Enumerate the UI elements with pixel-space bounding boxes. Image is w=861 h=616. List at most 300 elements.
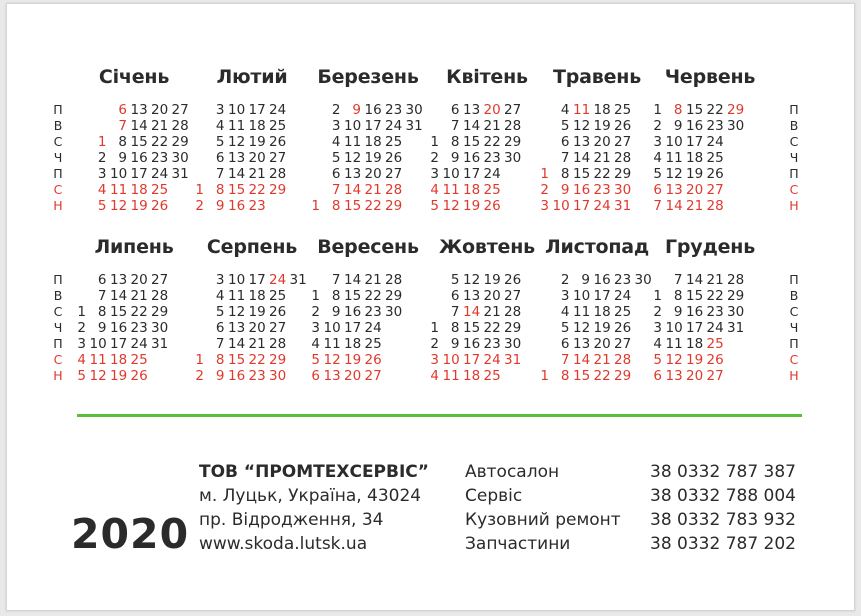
weekday-label: П	[53, 166, 63, 181]
day-cell: 23	[483, 336, 501, 352]
day-cell: 7	[560, 352, 570, 368]
month-name: Березень	[317, 66, 419, 88]
day-cell: 23	[706, 304, 724, 320]
day-cell: 21	[593, 352, 611, 368]
day-cell: 3	[331, 118, 341, 134]
day-cell: 13	[665, 368, 683, 384]
day-cell: 22	[706, 102, 724, 118]
day-cell: 14	[130, 118, 148, 134]
day-cell: 16	[573, 182, 591, 198]
day-cell: 7	[560, 150, 570, 166]
day-cell: 3	[560, 288, 570, 304]
day-cell: 29	[504, 134, 522, 150]
contact-phones	[650, 460, 796, 556]
day-cell: 2	[653, 304, 662, 320]
day-cell: 9	[450, 150, 460, 166]
day-cell: 16	[130, 150, 148, 166]
month-block	[187, 66, 317, 214]
day-cell: 8	[560, 368, 570, 384]
day-cell: 18	[110, 352, 128, 368]
day-cell: 20	[686, 182, 704, 198]
day-cell: 25	[269, 118, 287, 134]
day-cell: 26	[151, 198, 169, 214]
day-cell: 20	[364, 166, 382, 182]
day-cell: 25	[706, 336, 724, 352]
day-cell: 1	[540, 368, 549, 384]
day-cell: 30	[614, 182, 632, 198]
day-cell: 17	[593, 288, 611, 304]
month-name: Травень	[552, 66, 642, 88]
day-cell: 27	[364, 368, 382, 384]
day-cell: 20	[248, 320, 266, 336]
day-cell: 13	[228, 150, 246, 166]
day-cell: 22	[483, 320, 501, 336]
day-cell: 22	[151, 134, 169, 150]
day-cell: 28	[504, 118, 522, 134]
day-cell: 18	[364, 134, 382, 150]
day-cell: 25	[706, 150, 724, 166]
day-cell: 23	[593, 182, 611, 198]
day-cell: 16	[593, 272, 611, 288]
weekday-label: В	[53, 118, 63, 133]
day-cell: 13	[665, 182, 683, 198]
day-cell: 22	[364, 198, 382, 214]
day-cell: 18	[248, 288, 266, 304]
day-cell: 11	[665, 150, 683, 166]
day-cell: 17	[686, 134, 704, 150]
day-cell: 22	[593, 166, 611, 182]
day-cell: 20	[593, 336, 611, 352]
day-cell: 17	[463, 352, 481, 368]
day-cell: 21	[130, 288, 148, 304]
day-cell: 25	[614, 102, 632, 118]
day-cell: 5	[215, 134, 225, 150]
day-cell: 11	[228, 288, 246, 304]
day-cell: 15	[463, 134, 481, 150]
day-cell: 9	[450, 336, 460, 352]
weekday-label: В	[789, 288, 799, 303]
day-cell: 31	[151, 336, 169, 352]
day-cell: 9	[215, 368, 225, 384]
day-cell: 24	[269, 102, 287, 118]
day-cell: 26	[130, 368, 148, 384]
day-cell: 31	[727, 320, 745, 336]
weekday-label: С	[789, 134, 799, 149]
month-name: Червень	[664, 66, 756, 88]
day-cell: 15	[686, 102, 704, 118]
day-cell: 16	[228, 368, 246, 384]
day-cell: 28	[614, 150, 632, 166]
day-cell: 4	[560, 102, 570, 118]
day-cell: 4	[215, 118, 225, 134]
weekday-label: Н	[53, 368, 63, 383]
day-cell: 15	[686, 288, 704, 304]
day-cell: 27	[504, 102, 522, 118]
day-cell: 4	[653, 336, 662, 352]
day-cell: 7	[215, 336, 225, 352]
day-cell: 10	[344, 118, 362, 134]
day-cell: 19	[110, 368, 128, 384]
day-cell: 28	[385, 272, 403, 288]
day-cell: 30	[504, 150, 522, 166]
day-cell: 2	[97, 150, 107, 166]
day-cell: 23	[364, 304, 382, 320]
day-cell: 13	[130, 102, 148, 118]
day-cell: 2	[430, 150, 439, 166]
month-block	[69, 236, 199, 384]
day-cell: 17	[686, 320, 704, 336]
day-cell: 15	[110, 304, 128, 320]
day-cell: 3	[215, 102, 225, 118]
company-block	[199, 460, 429, 556]
day-cell: 1	[311, 198, 320, 214]
day-cell: 21	[248, 336, 266, 352]
day-cell: 19	[483, 272, 501, 288]
weekday-label: П	[53, 336, 63, 351]
day-cell: 19	[248, 134, 266, 150]
day-cell: 8	[215, 182, 225, 198]
day-cell: 5	[215, 304, 225, 320]
day-cell: 19	[463, 198, 481, 214]
day-cell: 6	[450, 288, 460, 304]
day-cell: 24	[269, 272, 287, 288]
day-cell: 27	[269, 150, 287, 166]
day-cell: 29	[385, 288, 403, 304]
day-cell: 14	[228, 336, 246, 352]
weekday-label: Н	[789, 368, 799, 383]
day-cell: 23	[483, 150, 501, 166]
day-cell: 8	[331, 288, 341, 304]
day-cell: 25	[614, 304, 632, 320]
day-cell: 10	[573, 288, 591, 304]
day-cell: 2	[331, 102, 341, 118]
weekday-label: Н	[789, 198, 799, 213]
day-cell: 21	[151, 118, 169, 134]
day-cell: 25	[130, 352, 148, 368]
day-cell: 6	[97, 272, 107, 288]
day-cell: 7	[118, 118, 127, 134]
weekday-label: С	[789, 304, 799, 319]
day-cell: 3	[430, 166, 439, 182]
day-cell: 10	[110, 166, 128, 182]
day-cell: 10	[228, 102, 246, 118]
day-cell: 10	[228, 272, 246, 288]
day-cell: 11	[110, 182, 128, 198]
day-cell: 9	[97, 320, 107, 336]
day-cell: 15	[573, 368, 591, 384]
day-cell: 13	[573, 134, 591, 150]
day-cell: 11	[89, 352, 107, 368]
day-cell: 23	[130, 320, 148, 336]
day-cell: 2	[560, 272, 570, 288]
day-cell: 26	[364, 352, 382, 368]
day-cell: 29	[727, 288, 745, 304]
day-cell: 16	[344, 304, 362, 320]
month-block	[69, 66, 199, 214]
day-cell: 2	[195, 198, 204, 214]
day-cell: 13	[463, 288, 481, 304]
month-name: Квітень	[446, 66, 528, 88]
day-cell: 6	[560, 336, 570, 352]
company-website[interactable]: www.skoda.lutsk.ua	[199, 534, 368, 554]
day-cell: 18	[130, 182, 148, 198]
day-cell: 24	[364, 320, 382, 336]
day-cell: 5	[311, 352, 320, 368]
day-cell: 15	[344, 198, 362, 214]
day-cell: 20	[483, 102, 501, 118]
contact-label-parts: Запчастини	[465, 534, 571, 554]
day-cell: 26	[614, 118, 632, 134]
day-cell: 13	[110, 272, 128, 288]
day-cell: 28	[171, 118, 189, 134]
phone-body-repair[interactable]: 38 0332 783 932	[650, 510, 797, 530]
phone-salon[interactable]: 38 0332 787 387	[650, 462, 797, 482]
day-cell: 16	[686, 304, 704, 320]
day-cell: 21	[686, 198, 704, 214]
day-cell: 5	[97, 198, 107, 214]
month-name: Жовтень	[439, 236, 535, 258]
day-cell: 11	[323, 336, 341, 352]
day-cell: 28	[614, 352, 632, 368]
day-cell: 29	[504, 320, 522, 336]
day-cell: 11	[344, 134, 362, 150]
day-cell: 14	[344, 272, 362, 288]
day-cell: 20	[248, 150, 266, 166]
day-cell: 14	[344, 182, 362, 198]
day-cell: 6	[450, 102, 460, 118]
day-cell: 21	[706, 272, 724, 288]
day-cell: 18	[463, 368, 481, 384]
day-cell: 14	[573, 150, 591, 166]
weekday-label: П	[53, 272, 63, 287]
day-cell: 26	[614, 320, 632, 336]
day-cell: 30	[269, 368, 287, 384]
day-cell: 14	[573, 352, 591, 368]
day-cell: 27	[504, 288, 522, 304]
day-cell: 17	[344, 320, 362, 336]
day-cell: 10	[665, 134, 683, 150]
day-cell: 6	[331, 166, 341, 182]
month-name: Вересень	[317, 236, 419, 258]
day-cell: 28	[727, 272, 745, 288]
day-cell: 8	[450, 320, 460, 336]
contact-labels	[465, 460, 621, 556]
phone-parts[interactable]: 38 0332 787 202	[650, 534, 797, 554]
day-cell: 27	[614, 336, 632, 352]
day-cell: 30	[727, 304, 745, 320]
day-cell: 7	[331, 182, 341, 198]
day-cell: 31	[171, 166, 189, 182]
day-cell: 30	[171, 150, 189, 166]
day-cell: 3	[653, 134, 662, 150]
day-cell: 8	[673, 102, 683, 118]
day-cell: 29	[614, 368, 632, 384]
day-cell: 5	[653, 352, 662, 368]
day-cell: 5	[653, 166, 662, 182]
day-cell: 15	[463, 320, 481, 336]
day-cell: 3	[97, 166, 107, 182]
day-cell: 8	[97, 304, 107, 320]
day-cell: 1	[653, 102, 662, 118]
day-cell: 1	[540, 166, 549, 182]
day-cell: 17	[364, 118, 382, 134]
day-cell: 14	[686, 272, 704, 288]
day-cell: 28	[269, 166, 287, 182]
weekday-label: В	[789, 118, 799, 133]
day-cell: 22	[364, 288, 382, 304]
day-cell: 24	[706, 320, 724, 336]
day-cell: 24	[151, 166, 169, 182]
day-cell: 8	[331, 198, 341, 214]
phone-service[interactable]: 38 0332 788 004	[650, 486, 797, 506]
day-cell: 7	[331, 272, 341, 288]
day-cell: 19	[248, 304, 266, 320]
day-cell: 8	[673, 288, 683, 304]
day-cell: 2	[77, 320, 86, 336]
month-name: Січень	[98, 66, 170, 88]
day-cell: 25	[483, 368, 501, 384]
day-cell: 26	[269, 304, 287, 320]
day-cell: 14	[110, 288, 128, 304]
day-cell: 4	[430, 368, 439, 384]
day-cell: 23	[385, 102, 403, 118]
day-cell: 15	[228, 352, 246, 368]
day-cell: 2	[653, 118, 662, 134]
day-cell: 23	[248, 368, 266, 384]
day-cell: 10	[323, 320, 341, 336]
day-cell: 13	[344, 166, 362, 182]
day-cell: 14	[228, 166, 246, 182]
day-cell: 11	[442, 368, 460, 384]
day-cell: 10	[552, 198, 570, 214]
day-cell: 22	[706, 288, 724, 304]
day-cell: 22	[130, 304, 148, 320]
day-cell: 21	[593, 150, 611, 166]
day-cell: 19	[344, 352, 362, 368]
day-cell: 18	[463, 182, 481, 198]
day-cell: 4	[430, 182, 439, 198]
day-cell: 16	[463, 336, 481, 352]
weekday-label: С	[53, 182, 63, 197]
month-name: Лютий	[216, 66, 288, 88]
day-cell: 24	[593, 198, 611, 214]
day-cell: 19	[593, 320, 611, 336]
day-cell: 12	[573, 118, 591, 134]
contact-label-body-repair: Кузовний ремонт	[465, 510, 621, 530]
company-address-street: пр. Відродження, 34	[199, 510, 384, 530]
day-cell: 18	[593, 102, 611, 118]
weekday-label: Н	[53, 198, 63, 213]
weekday-label: С	[53, 304, 63, 319]
weekday-label: П	[789, 336, 799, 351]
contact-label-service: Сервіс	[465, 486, 523, 506]
day-cell: 16	[228, 198, 246, 214]
day-cell: 21	[483, 118, 501, 134]
day-cell: 1	[77, 304, 86, 320]
day-cell: 6	[560, 134, 570, 150]
day-cell: 26	[706, 352, 724, 368]
weekday-label: Ч	[789, 150, 799, 165]
day-cell: 5	[450, 272, 460, 288]
day-cell: 12	[665, 166, 683, 182]
day-cell: 24	[614, 288, 632, 304]
day-cell: 9	[673, 304, 683, 320]
weekday-label: П	[789, 102, 799, 117]
day-cell: 27	[269, 320, 287, 336]
day-cell: 20	[151, 102, 169, 118]
day-cell: 24	[483, 352, 501, 368]
day-cell: 10	[442, 166, 460, 182]
day-cell: 5	[430, 198, 439, 214]
day-cell: 19	[593, 118, 611, 134]
day-cell: 12	[323, 352, 341, 368]
day-cell: 17	[248, 272, 266, 288]
day-cell: 9	[331, 304, 341, 320]
company-name: ТОВ “ПРОМТЕХСЕРВІС”	[199, 462, 429, 482]
weekday-label: П	[789, 166, 799, 181]
day-cell: 27	[151, 272, 169, 288]
month-block	[532, 236, 662, 384]
day-cell: 2	[311, 304, 320, 320]
day-cell: 9	[118, 150, 127, 166]
day-cell: 7	[450, 118, 460, 134]
day-cell: 4	[331, 134, 341, 150]
day-cell: 6	[653, 368, 662, 384]
day-cell: 20	[593, 134, 611, 150]
day-cell: 30	[405, 102, 423, 118]
day-cell: 12	[442, 198, 460, 214]
day-cell: 13	[228, 320, 246, 336]
day-cell: 2	[195, 368, 204, 384]
day-cell: 23	[614, 272, 632, 288]
weekday-label: С	[789, 352, 799, 367]
contact-label-salon: Автосалон	[465, 462, 560, 482]
day-cell: 27	[706, 182, 724, 198]
day-cell: 19	[686, 166, 704, 182]
day-cell: 4	[215, 288, 225, 304]
day-cell: 7	[653, 198, 662, 214]
day-cell: 30	[504, 336, 522, 352]
day-cell: 8	[215, 352, 225, 368]
month-block	[303, 66, 433, 214]
day-cell: 25	[364, 336, 382, 352]
weekday-label: С	[53, 352, 63, 367]
day-cell: 9	[560, 182, 570, 198]
divider-line	[77, 414, 802, 417]
day-cell: 6	[118, 102, 127, 118]
day-cell: 26	[269, 134, 287, 150]
day-cell: 3	[430, 352, 439, 368]
day-cell: 28	[706, 198, 724, 214]
day-cell: 14	[463, 118, 481, 134]
day-cell: 19	[130, 198, 148, 214]
day-cell: 27	[706, 368, 724, 384]
month-block	[187, 236, 317, 384]
day-cell: 28	[269, 336, 287, 352]
day-cell: 4	[77, 352, 86, 368]
day-cell: 17	[130, 166, 148, 182]
day-cell: 21	[364, 182, 382, 198]
day-cell: 22	[483, 134, 501, 150]
day-cell: 28	[504, 304, 522, 320]
day-cell: 26	[385, 150, 403, 166]
day-cell: 18	[248, 118, 266, 134]
day-cell: 3	[77, 336, 86, 352]
day-cell: 29	[385, 198, 403, 214]
day-cell: 11	[665, 336, 683, 352]
day-cell: 24	[385, 118, 403, 134]
day-cell: 4	[560, 304, 570, 320]
